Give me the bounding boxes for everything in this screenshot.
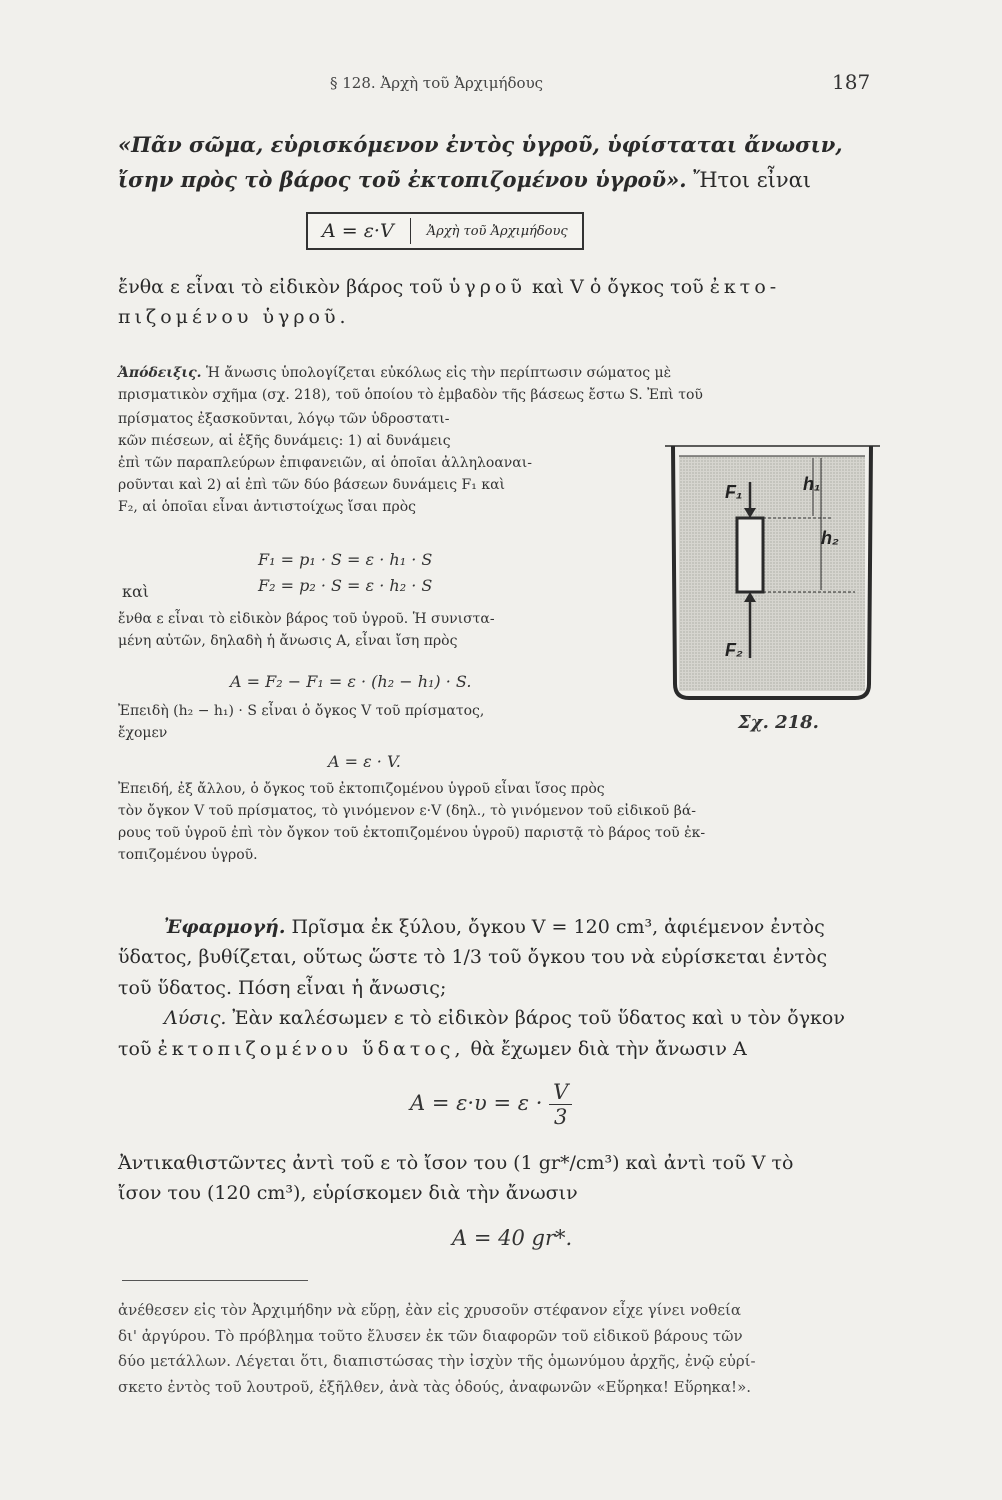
proof-line-13: τὸν ὄγκον V τοῦ πρίσματος, τὸ γινόμενον ε·V (δηλ., τὸ γινόμενον τοῦ εἰδικοῦ βά- [118,803,697,820]
definition-spaced-a: ὑγροῦ [448,276,526,298]
proof-line-11: ἔχομεν [118,725,168,742]
fraction-denominator: 3 [553,1105,568,1129]
proof-line-2: πρισματικὸν σχῆμα (σχ. 218), τοῦ ὁποίου τὸ ἐμβαδὸν τῆς βάσεως ἔστω S. Ἐπὶ τοῦ [118,387,703,404]
application-paragraph [118,912,918,1064]
equation-a-ev: A = ε · V. [328,752,401,771]
equation-result: A = 40 gr*. [452,1226,573,1250]
proof-bottom [118,778,908,866]
running-header: § 128. Ἀρχὴ τοῦ Ἀρχιμήδους [330,74,544,92]
water-fill [679,456,865,691]
proof-top [118,362,908,406]
boxed-formula [306,212,584,250]
equation-f2: F₂ = p₂ · S = ε · h₂ · S [258,576,433,595]
definition-spaced-b: ἐκτο- [709,276,781,298]
application-title: Ἐφαρμογή. [164,916,286,938]
archimedes-law-statement [118,128,898,197]
equation-a-fraction [410,1080,572,1129]
label-f2: F₂ [725,640,743,660]
proof-line-9: μένη αὐτῶν, δηλαδὴ ἡ ἄνωσις A, εἶναι ἴση πρὸς [118,633,458,650]
application-line-1 [118,912,918,942]
fraction-numerator: V [549,1080,572,1105]
solution-text-2b: θὰ ἔχωμεν διὰ τὴν ἄνωσιν A [470,1037,747,1060]
formula: A = ε·V [322,220,394,242]
proof-line-5: ἐπὶ τῶν παραπλεύρων ἐπιφανειῶν, αἱ ὁποῖαι ἀλληλοαναι- [118,455,532,472]
prism-body [737,518,763,592]
proof-line-14: ρους τοῦ ὑγροῦ ἐπὶ τὸν ὄγκον τοῦ ἐκτοπιζομένου ὑγροῦ) παριστᾷ τὸ βάρος τοῦ ἐκ- [118,825,706,842]
substitution-line-2: ἴσον του (120 cm³), εὑρίσκομεν διὰ τὴν ἄνωσιν [118,1182,578,1205]
solution-text-2-spaced: ἐκτοπιζομένου ὕδατος, [157,1037,465,1060]
substitution-paragraph [118,1148,918,1209]
definition-line-1 [118,272,908,302]
figure-218-diagram [665,418,880,738]
label-h1: h₁ [803,474,821,494]
proof-line-15: τοπιζομένου ὑγροῦ. [118,847,258,864]
application-line-3: τοῦ ὕδατος. Πόση εἶναι ἡ ἄνωσις; [118,976,447,999]
footnote-line-4: σκετο ἐντὸς τοῦ λουτροῦ, ἐξῆλθεν, ἀνὰ τὰς ὁδούς, ἀναφωνῶν «Εὕρηκα! Εὕρηκα!». [118,1377,752,1396]
equation-a-fraction-lhs: A = ε·υ = ε · [410,1091,543,1115]
solution-text-2a: τοῦ [118,1037,152,1060]
definition-line-2: πιζομένου ὑγροῦ. [118,306,350,329]
definition-paragraph [118,272,908,333]
proof-line-10: Ἐπειδὴ (h₂ − h₁) · S εἶναι ὁ ὄγκος V τοῦ πρίσματος, [118,703,485,719]
label-h2: h₂ [821,528,839,548]
solution-text-1: Ἐὰν καλέσωμεν ε τὸ εἰδικὸν βάρος τοῦ ὕδατος καὶ υ τὸν ὄγκον [232,1007,845,1030]
label-f1: F₁ [725,482,743,502]
proof-line-8: ἔνθα ε εἶναι τὸ εἰδικὸν βάρος τοῦ ὑγροῦ. Ἡ συνιστα- [118,611,495,627]
box-divider [410,218,411,244]
law-after: Ἤτοι εἶναι [686,167,811,192]
definition-text-a: ἔνθα ε εἶναι τὸ εἰδικὸν βάρος τοῦ [118,276,443,298]
kai-word: καὶ [122,582,150,601]
equation-f1: F₁ = p₁ · S = ε · h₁ · S [258,550,433,569]
solution-title: Λύσις. [164,1007,227,1030]
footnote-rule [122,1280,308,1281]
page-number: 187 [832,70,871,94]
proof-line-4: κῶν πιέσεων, αἱ ἑξῆς δυνάμεις: 1) αἱ δυνάμεις [118,433,451,450]
proof-title: Ἀπόδειξις. [118,365,202,381]
proof-volume [118,700,663,744]
equation-a-difference: A = F₂ − F₁ = ε · (h₂ − h₁) · S. [230,672,472,691]
footnote-line-1: ἀνέθεσεν εἰς τὸν Ἀρχιμήδην νὰ εὕρῃ, ἐὰν εἰς χρυσοῦν στέφανον εἶχε γίνει νοθεία [118,1301,742,1319]
solution-line-2 [118,1034,918,1064]
figure-caption: Σχ. 218. [738,712,819,733]
definition-text-b: καὶ V ὁ ὄγκος τοῦ [531,276,704,298]
fraction [549,1080,572,1129]
proof-line-1 [118,362,908,384]
proof-line-7: F₂, αἱ ὁποῖαι εἶναι ἀντιστοίχως ἴσαι πρὸς [118,499,416,516]
proof-line-3: πρίσματος ἐξασκοῦνται, λόγῳ τῶν ὑδροστατι- [118,411,450,427]
proof-text-1: Ἡ ἄνωσις ὑπολογίζεται εὐκόλως εἰς τὴν περίπτωσιν σώματος μὲ [206,365,672,381]
footnote [118,1298,918,1400]
proof-line-6: ροῦνται καὶ 2) αἱ ἐπὶ τῶν δύο βάσεων δυνάμεις F₁ καὶ [118,477,506,494]
proof-body [118,408,663,519]
application-text-1: Πρῖσμα ἐκ ξύλου, ὄγκου V = 120 cm³, ἀφιέμενον ἐντὸς [291,916,825,938]
substitution-line-1: Ἀντικαθιστῶντες ἀντὶ τοῦ ε τὸ ἴσον του (1 gr*/cm³) καὶ ἀντὶ τοῦ V τὸ [118,1152,794,1174]
footnote-line-3: δύο μετάλλων. Λέγεται ὅτι, διαπιστώσας τὴν ἰσχὺν τῆς ὁμωνύμου ἀρχῆς, ἐνῷ εὑρί- [118,1352,756,1370]
proof-line-12: Ἐπειδή, ἐξ ἄλλου, ὁ ὄγκος τοῦ ἐκτοπιζομένου ὑγροῦ εἶναι ἴσος πρὸς [118,781,605,797]
footnote-line-2: δι' ἀργύρου. Τὸ πρόβλημα τοῦτο ἔλυσεν ἐκ τῶν διαφορῶν τοῦ εἰδικοῦ βάρους τῶν [118,1326,743,1345]
proof-middle [118,608,663,652]
application-line-2: ὕδατος, βυθίζεται, οὕτως ὥστε τὸ 1/3 τοῦ ὄγκου του νὰ εὑρίσκεται ἐντὸς [118,946,828,969]
formula-label: Ἀρχὴ τοῦ Ἀρχιμήδους [426,223,568,239]
solution-line-1 [118,1003,918,1033]
law-text: «Πᾶν σῶμα, εὑρισκόμενον ἐντὸς ὑγροῦ, ὑφίσταται ἄνωσιν, ἴσην πρὸς τὸ βάρος τοῦ ἐκτοπιζομένου ὑγροῦ». [118,132,843,192]
